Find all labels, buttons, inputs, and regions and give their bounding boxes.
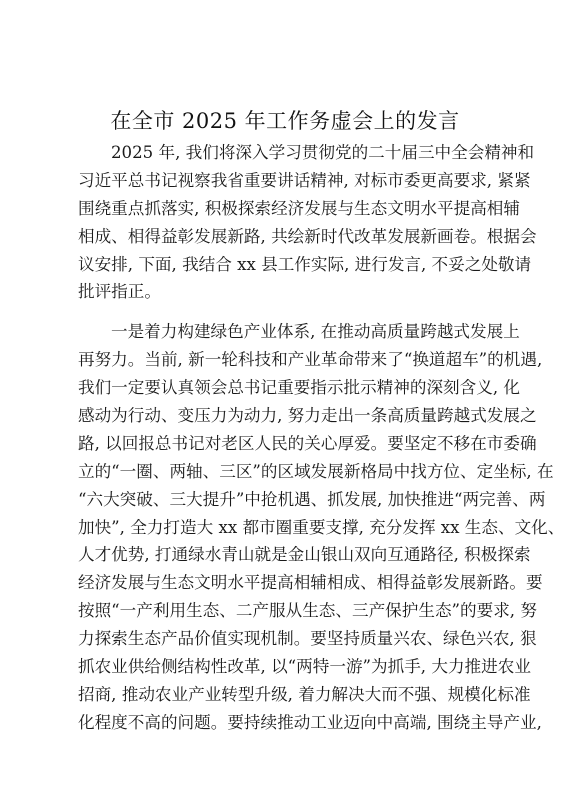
paragraph-2-line: 加快”, 全力打造大 xx 都市圈重要支撑, 充分发挥 xx 生态、文化、 [78, 517, 565, 537]
paragraph-2-line: 一是着力构建绿色产业体系, 在推动高质量跨越式发展上 [111, 322, 520, 342]
paragraph-2-line: 按照“一产利用生态、二产服从生态、三产保护生态”的要求, 努 [78, 601, 537, 621]
document-title: 在全市 2025 年工作务虚会上的发言 [110, 109, 460, 133]
paragraph-1-line: 2025 年, 我们将深入学习贯彻党的二十届三中全会精神和 [111, 143, 535, 162]
paragraph-1-line: 围绕重点抓落实, 积极探索经济发展与生态文明水平提高相辅 [78, 198, 520, 218]
paragraph-1-line: 批评指正。 [78, 282, 161, 302]
paragraph-2-line: 力探索生态产品价值实现机制。要坚持质量兴农、绿色兴农, 狠 [78, 629, 537, 649]
paragraph-1-line: 议安排, 下面, 我结合 xx 县工作实际, 进行发言, 不妥之处敬请 [78, 254, 532, 274]
paragraph-2-line: 路, 以回报总书记对老区人民的关心厚爱。要坚定不移在市委确 [78, 433, 537, 453]
paragraph-2-line: 立的“一圈、两轴、三区”的区域发展新格局中找方位、定坐标, 在 [78, 461, 554, 481]
paragraph-2-line: 再努力。当前, 新一轮科技和产业革命带来了“换道超车”的机遇, [78, 350, 543, 370]
paragraph-2-line: 招商, 推动农业产业转型升级, 着力解决大而不强、规模化标准 [78, 684, 531, 704]
paragraph-2-line: 我们一定要认真领会总书记重要指示批示精神的深刻含义, 化 [78, 378, 520, 398]
paragraph-2-line: 化程度不高的问题。要持续推动工业迈向中高端, 围绕主导产业, [78, 712, 542, 732]
paragraph-2-line: 感动为行动、变压力为动力, 努力走出一条高质量跨越式发展之 [78, 406, 537, 426]
document-body [78, 139, 565, 737]
paragraph-1-line: 相成、相得益彰发展新路, 共绘新时代改革发展新画卷。根据会 [78, 226, 537, 246]
paragraph-2-line: 经济发展与生态文明水平提高相辅相成、相得益彰发展新路。要 [78, 573, 543, 593]
paragraph-1-line: 习近平总书记视察我省重要讲话精神, 对标市委更高要求, 紧紧 [78, 170, 531, 190]
paragraph-2-line: “六大突破、三大提升”中抢机遇、抓发展, 加快推进“两完善、两 [78, 489, 546, 509]
paragraph-2-line: 抓农业供给侧结构性改革, 以“两特一游”为抓手, 大力推进农业 [78, 657, 531, 677]
paragraph-spacer [78, 306, 498, 318]
paragraph-2-line: 人才优势, 打通绿水青山就是金山银山双向互通路径, 积极探索 [78, 545, 531, 565]
